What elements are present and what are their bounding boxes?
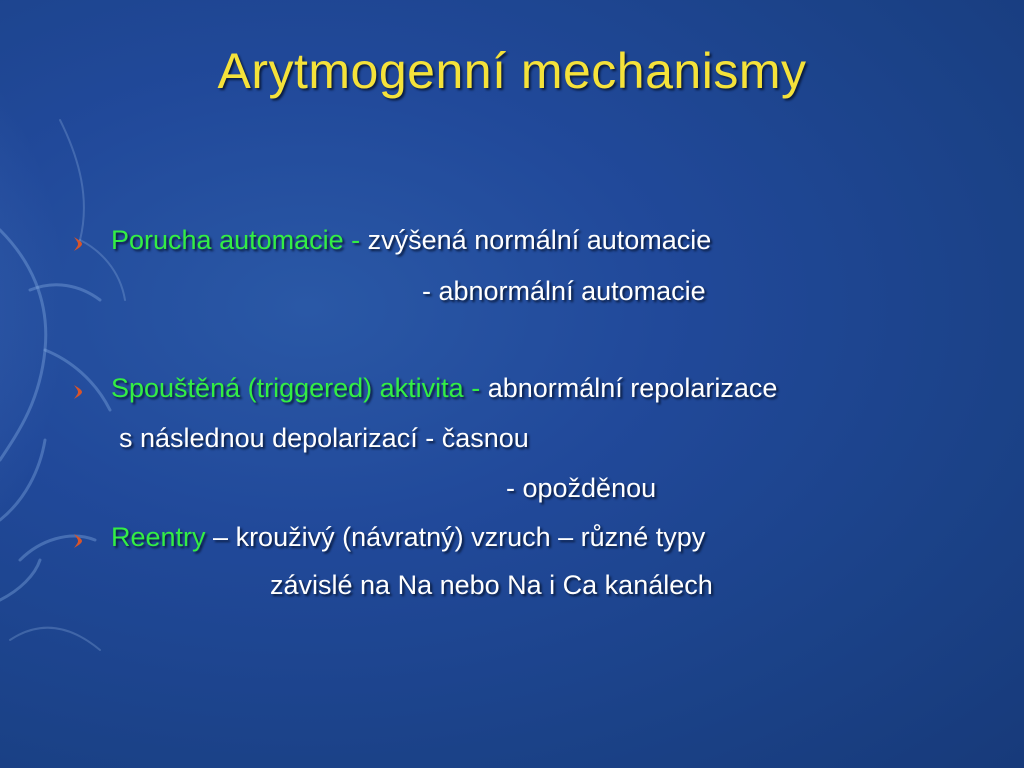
bullet-continuation: - abnormální automacie [422,276,706,306]
bullet-dash: - [471,373,488,403]
red-arrow-bullet-icon [72,236,84,252]
bullet-item-reentry [111,522,705,553]
bullet-continuation: s následnou depolarizací - časnou [119,423,529,453]
bullet-term: Reentry [111,522,206,552]
slide-title: Arytmogenní mechanismy [217,43,807,99]
bullet-continuation: - opožděnou [506,473,657,503]
bullet-term: Porucha automacie [111,225,344,255]
red-arrow-bullet-icon [72,384,84,400]
bullet-text: zvýšená normální automacie [367,225,712,255]
bullet-dash: - [343,225,368,255]
bullet-item-spoustena-aktivita [111,373,777,404]
bullet-term: Spouštěná (triggered) aktivita [111,373,472,403]
bullet-text: abnormální repolarizace [487,373,778,403]
bullet-continuation: závislé na Na nebo Na i Ca kanálech [270,570,713,600]
red-arrow-bullet-icon [72,533,84,549]
bullet-item-porucha-automacie [111,225,711,256]
bullet-text: – krouživý (návratný) vzruch – různé typy [205,522,706,552]
